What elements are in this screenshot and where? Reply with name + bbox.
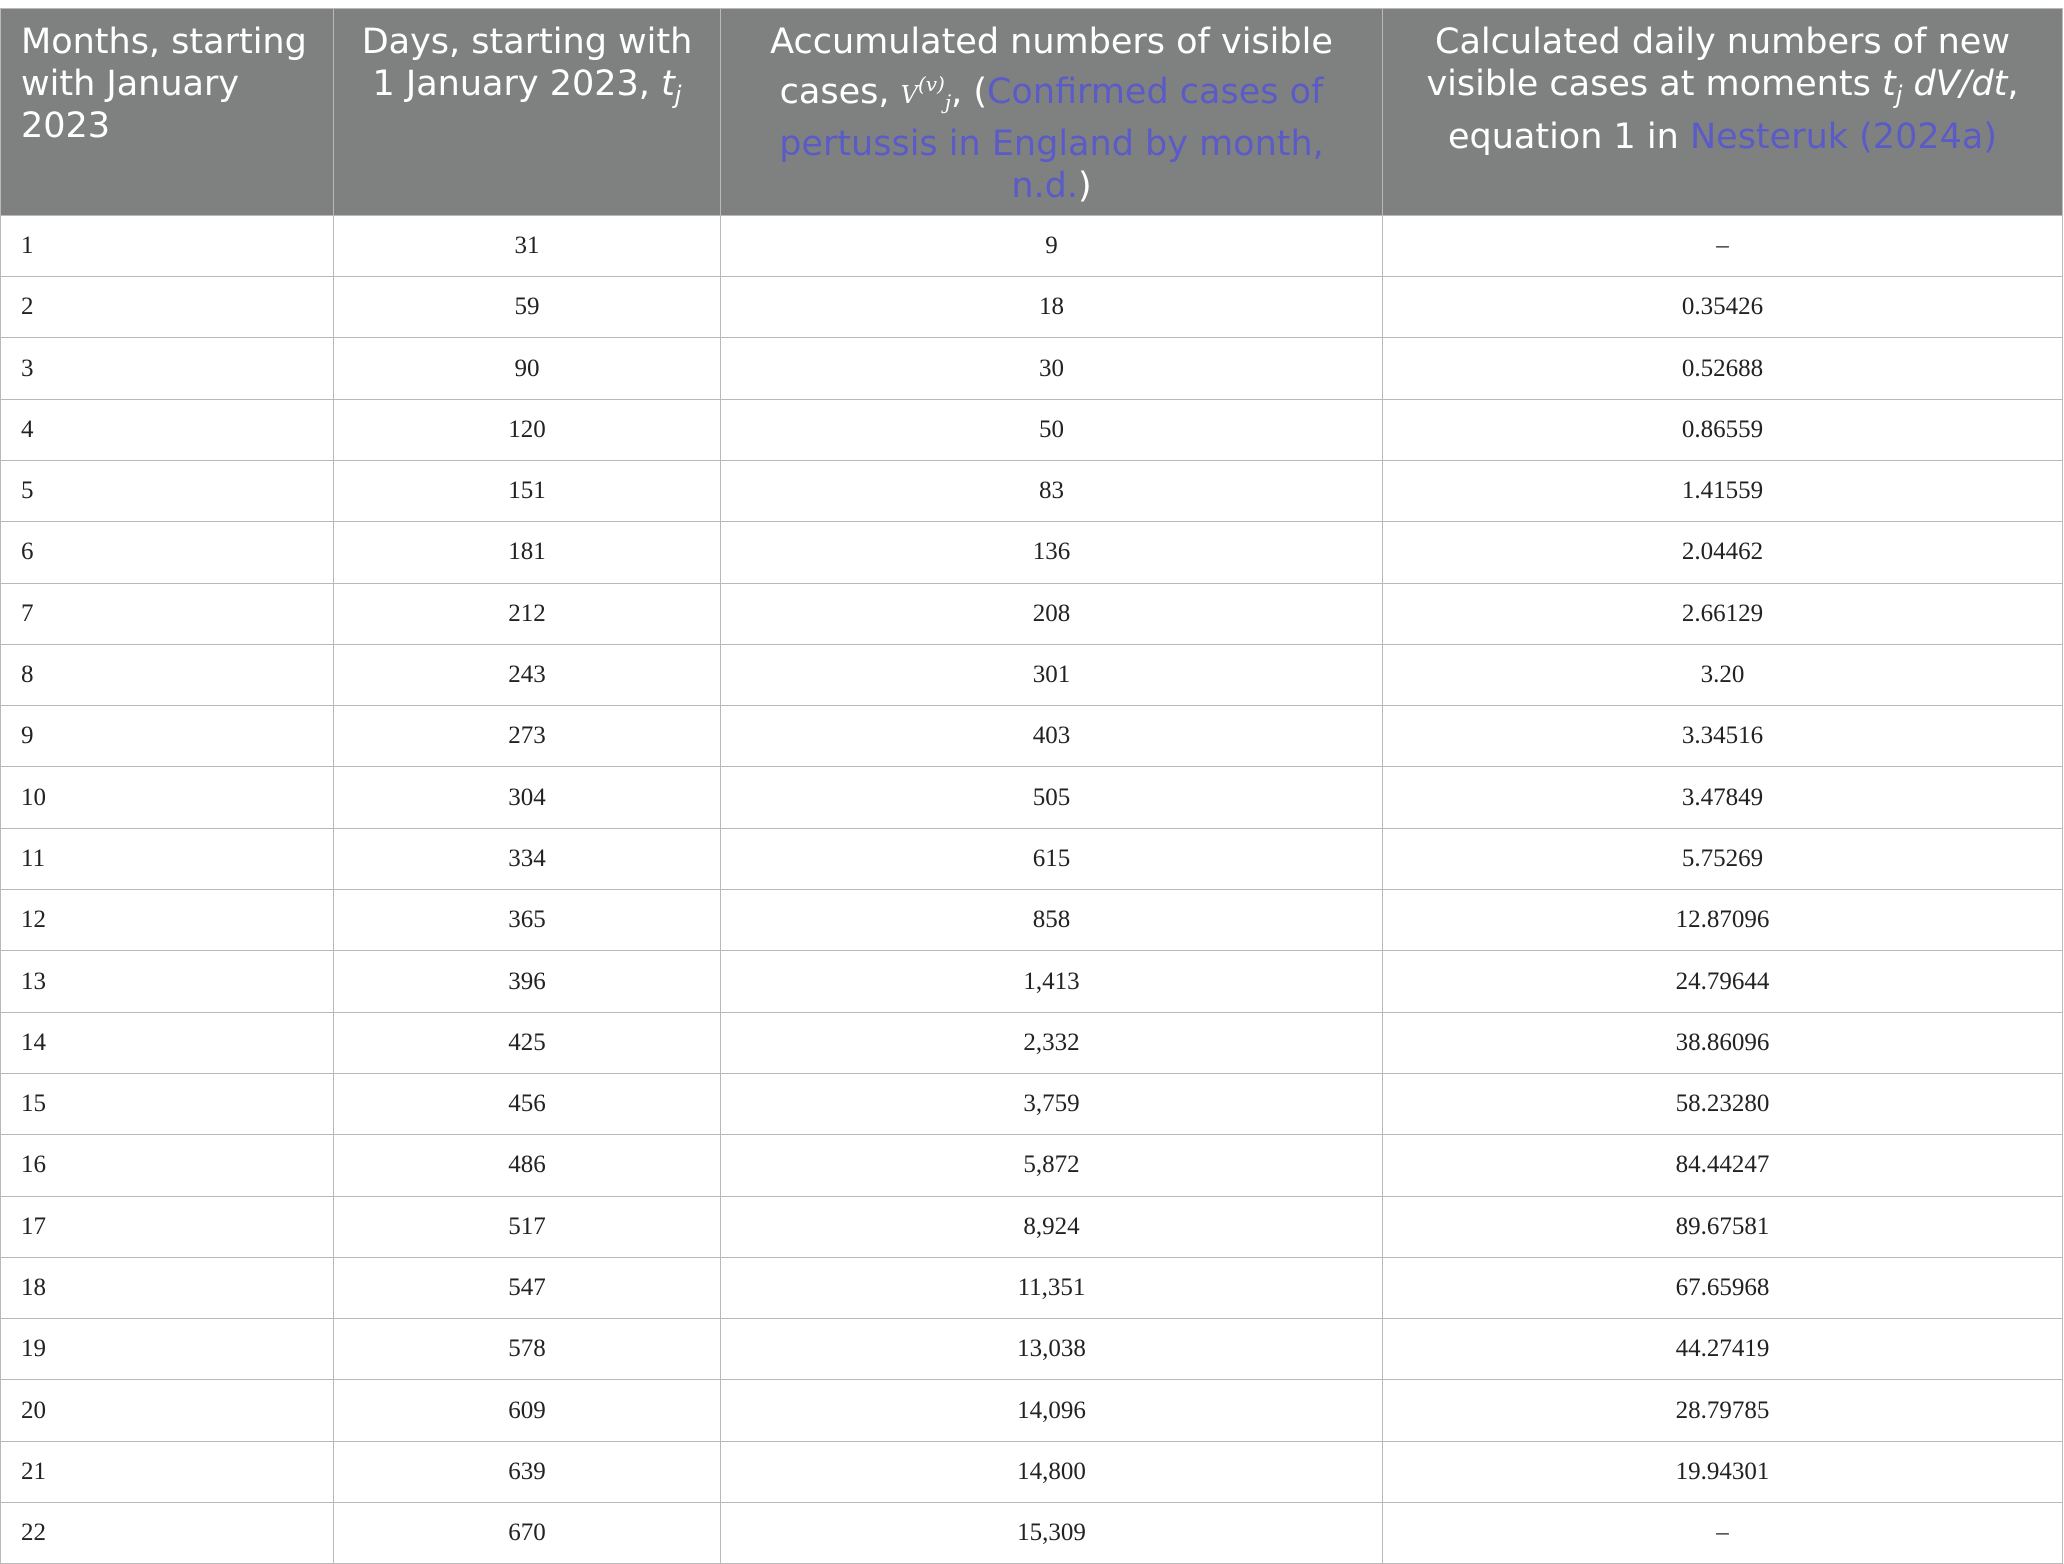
cell-accumulated: 30 — [721, 338, 1383, 399]
cell-day: 31 — [334, 215, 721, 276]
cell-accumulated: 14,096 — [721, 1380, 1383, 1441]
cell-accumulated: 8,924 — [721, 1196, 1383, 1257]
cell-daily-new: 3.34516 — [1383, 706, 2063, 767]
header-accumulated-formula — [900, 72, 952, 114]
cell-daily-new: 0.86559 — [1383, 399, 2063, 460]
cell-accumulated: 403 — [721, 706, 1383, 767]
cell-month: 7 — [1, 583, 334, 644]
header-days-sub: j — [674, 81, 682, 109]
table-row — [1, 828, 2063, 889]
cell-month: 1 — [1, 215, 334, 276]
table-row — [1, 890, 2063, 951]
cell-accumulated: 858 — [721, 890, 1383, 951]
table-row — [1, 644, 2063, 705]
cell-month: 15 — [1, 1073, 334, 1134]
cell-month: 4 — [1, 399, 334, 460]
cell-accumulated: 15,309 — [721, 1503, 1383, 1564]
cell-day: 90 — [334, 338, 721, 399]
header-calculated-var: t — [1881, 64, 1896, 104]
formula-sub: j — [944, 89, 952, 114]
cell-month: 17 — [1, 1196, 334, 1257]
cell-day: 547 — [334, 1257, 721, 1318]
table-row — [1, 706, 2063, 767]
cell-accumulated: 9 — [721, 215, 1383, 276]
cell-month: 18 — [1, 1257, 334, 1318]
cell-daily-new: 67.65968 — [1383, 1257, 2063, 1318]
header-accumulated-label: Accumulated numbers of visible cases, — [770, 22, 1333, 112]
header-months — [1, 9, 334, 216]
table-row — [1, 460, 2063, 521]
cell-daily-new: 44.27419 — [1383, 1319, 2063, 1380]
header-row — [1, 9, 2063, 216]
cell-day: 486 — [334, 1135, 721, 1196]
header-accumulated — [721, 9, 1383, 216]
cell-month: 21 — [1, 1441, 334, 1502]
cell-daily-new: – — [1383, 1503, 2063, 1564]
cell-day: 273 — [334, 706, 721, 767]
cell-day: 670 — [334, 1503, 721, 1564]
cell-day: 59 — [334, 277, 721, 338]
table-row — [1, 1073, 2063, 1134]
cell-day: 609 — [334, 1380, 721, 1441]
cell-accumulated: 14,800 — [721, 1441, 1383, 1502]
table-row — [1, 583, 2063, 644]
cell-day: 304 — [334, 767, 721, 828]
header-accumulated-close: ) — [1078, 165, 1092, 206]
header-days — [334, 9, 721, 216]
table-row — [1, 1257, 2063, 1318]
cell-daily-new: 84.44247 — [1383, 1135, 2063, 1196]
cell-day: 151 — [334, 460, 721, 521]
cell-daily-new: 1.41559 — [1383, 460, 2063, 521]
header-calculated-sub: j — [1895, 81, 1903, 109]
cell-month: 12 — [1, 890, 334, 951]
table-body — [1, 215, 2063, 1564]
cell-accumulated: 615 — [721, 828, 1383, 889]
cell-day: 639 — [334, 1441, 721, 1502]
cell-accumulated: 11,351 — [721, 1257, 1383, 1318]
cell-daily-new: 2.04462 — [1383, 522, 2063, 583]
table-row — [1, 277, 2063, 338]
cell-daily-new: 3.47849 — [1383, 767, 2063, 828]
data-table — [0, 8, 2063, 1564]
table-row — [1, 1319, 2063, 1380]
cell-day: 181 — [334, 522, 721, 583]
cell-accumulated: 18 — [721, 277, 1383, 338]
cell-accumulated: 83 — [721, 460, 1383, 521]
cell-month: 8 — [1, 644, 334, 705]
cell-daily-new: 0.52688 — [1383, 338, 2063, 399]
cell-daily-new: 0.35426 — [1383, 277, 2063, 338]
table-row — [1, 1503, 2063, 1564]
cell-daily-new: 12.87096 — [1383, 890, 2063, 951]
cell-day: 578 — [334, 1319, 721, 1380]
cell-month: 14 — [1, 1012, 334, 1073]
cell-day: 365 — [334, 890, 721, 951]
header-days-var: t — [661, 64, 675, 104]
table-row — [1, 951, 2063, 1012]
table-row — [1, 1196, 2063, 1257]
cell-day: 334 — [334, 828, 721, 889]
cell-month: 13 — [1, 951, 334, 1012]
cell-accumulated: 505 — [721, 767, 1383, 828]
cell-day: 517 — [334, 1196, 721, 1257]
cell-daily-new: 24.79644 — [1383, 951, 2063, 1012]
cell-accumulated: 3,759 — [721, 1073, 1383, 1134]
formula-base: V — [900, 81, 918, 109]
header-calculated — [1383, 9, 2063, 216]
cell-daily-new: – — [1383, 215, 2063, 276]
cell-month: 5 — [1, 460, 334, 521]
cell-accumulated: 136 — [721, 522, 1383, 583]
header-accumulated-open: , ( — [951, 72, 987, 112]
table-row — [1, 1012, 2063, 1073]
table-row — [1, 338, 2063, 399]
table-row — [1, 767, 2063, 828]
cell-month: 2 — [1, 277, 334, 338]
header-calculated-deriv: dV/dt — [1913, 64, 2008, 104]
cell-daily-new: 2.66129 — [1383, 583, 2063, 644]
cell-month: 6 — [1, 522, 334, 583]
cell-month: 10 — [1, 767, 334, 828]
cell-day: 243 — [334, 644, 721, 705]
header-calculated-mid: , equation 1 in — [1447, 64, 2019, 157]
cell-month: 19 — [1, 1319, 334, 1380]
header-calculated-label: Calculated daily numbers of new visible cases at moments — [1426, 22, 2010, 104]
cell-daily-new: 89.67581 — [1383, 1196, 2063, 1257]
cell-accumulated: 2,332 — [721, 1012, 1383, 1073]
cell-day: 456 — [334, 1073, 721, 1134]
cell-accumulated: 301 — [721, 644, 1383, 705]
table-row — [1, 1380, 2063, 1441]
table-row — [1, 1135, 2063, 1196]
cell-accumulated: 50 — [721, 399, 1383, 460]
cell-daily-new: 3.20 — [1383, 644, 2063, 705]
formula-sup: (v) — [917, 72, 945, 96]
cell-month: 20 — [1, 1380, 334, 1441]
cell-daily-new: 38.86096 — [1383, 1012, 2063, 1073]
cell-daily-new: 19.94301 — [1383, 1441, 2063, 1502]
cell-day: 212 — [334, 583, 721, 644]
cell-month: 16 — [1, 1135, 334, 1196]
cell-day: 396 — [334, 951, 721, 1012]
cell-day: 120 — [334, 399, 721, 460]
table-row — [1, 1441, 2063, 1502]
header-months-label: Months, starting with January 2023 — [21, 22, 307, 146]
source-link[interactable]: Confirmed cases of pertussis in England by month, n.d. — [779, 72, 1324, 206]
cell-accumulated: 1,413 — [721, 951, 1383, 1012]
cell-daily-new: 58.23280 — [1383, 1073, 2063, 1134]
header-days-label: Days, starting with 1 January 2023, — [361, 22, 693, 104]
cell-month: 11 — [1, 828, 334, 889]
cell-month: 9 — [1, 706, 334, 767]
table-row — [1, 215, 2063, 276]
table-row — [1, 522, 2063, 583]
cell-accumulated: 208 — [721, 583, 1383, 644]
cell-day: 425 — [334, 1012, 721, 1073]
cell-month: 3 — [1, 338, 334, 399]
table-row — [1, 399, 2063, 460]
cell-accumulated: 13,038 — [721, 1319, 1383, 1380]
cell-daily-new: 28.79785 — [1383, 1380, 2063, 1441]
cell-month: 22 — [1, 1503, 334, 1564]
cell-daily-new: 5.75269 — [1383, 828, 2063, 889]
reference-link[interactable]: Nesteruk (2024a) — [1689, 117, 1997, 157]
cell-accumulated: 5,872 — [721, 1135, 1383, 1196]
